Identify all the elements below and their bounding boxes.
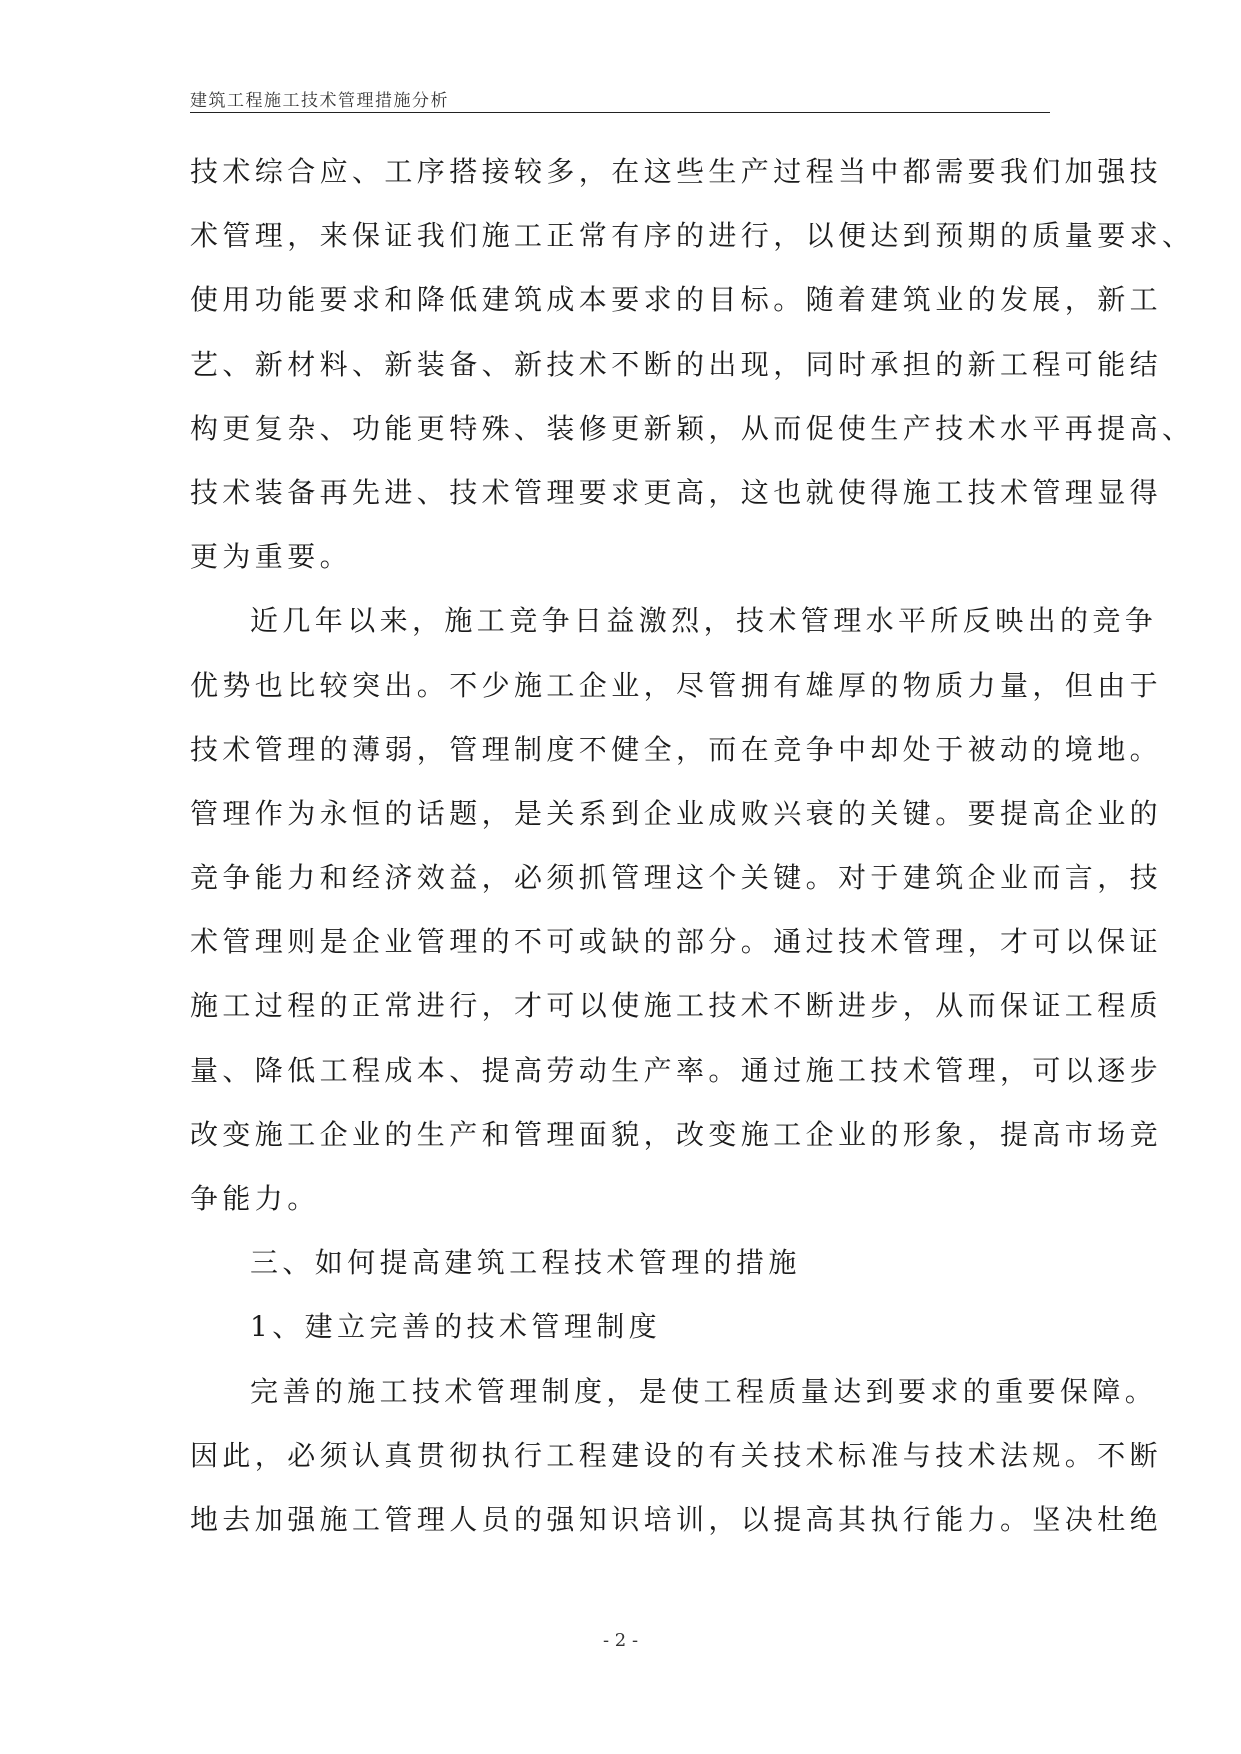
text-line: 地去加强施工管理人员的强知识培训，以提高其执行能力。坚决杜绝 bbox=[190, 1502, 1163, 1536]
text-line: 技术装备再先进、技术管理要求更高，这也就使得施工技术管理显得 bbox=[190, 475, 1163, 509]
text-line: 竞争能力和经济效益，必须抓管理这个关键。对于建筑企业而言，技 bbox=[190, 861, 1163, 895]
subsection-heading: 1、建立完善的技术管理制度 bbox=[250, 1310, 662, 1344]
paragraph-first-line: 完善的施工技术管理制度，是使工程质量达到要求的重要保障。 bbox=[250, 1374, 1158, 1408]
body-text bbox=[190, 140, 1195, 1552]
text-line: 施工过程的正常进行，才可以使施工技术不断进步，从而保证工程质 bbox=[190, 989, 1163, 1023]
text-line: 术管理则是企业管理的不可或缺的部分。通过技术管理，才可以保证 bbox=[190, 925, 1163, 959]
text-line: 更为重要。 bbox=[190, 540, 353, 574]
header-title: 建筑工程施工技术管理措施分析 bbox=[190, 91, 449, 111]
text-line: 艺、新材料、新装备、新技术不断的出现，同时承担的新工程可能结 bbox=[190, 347, 1163, 381]
text-line: 技术管理的薄弱，管理制度不健全，而在竞争中却处于被动的境地。 bbox=[190, 732, 1163, 766]
text-line: 优势也比较突出。不少施工企业，尽管拥有雄厚的物质力量，但由于 bbox=[190, 668, 1163, 702]
text-line: 技术综合应、工序搭接较多，在这些生产过程当中都需要我们加强技 bbox=[190, 155, 1163, 188]
running-header bbox=[190, 86, 1050, 113]
text-line: 量、降低工程成本、提高劳动生产率。通过施工技术管理，可以逐步 bbox=[190, 1053, 1163, 1087]
section-heading: 三、如何提高建筑工程技术管理的措施 bbox=[250, 1246, 801, 1280]
text-line: 使用功能要求和降低建筑成本要求的目标。随着建筑业的发展，新工 bbox=[190, 283, 1163, 317]
page-number: - 2 - bbox=[602, 1630, 639, 1651]
text-line: 管理作为永恒的话题，是关系到企业成败兴衰的关键。要提高企业的 bbox=[190, 796, 1163, 830]
text-line: 改变施工企业的生产和管理面貌，改变施工企业的形象，提高市场竞 bbox=[190, 1117, 1163, 1151]
paragraph-first-line: 近几年以来，施工竞争日益激烈，技术管理水平所反映出的竞争 bbox=[250, 604, 1158, 638]
text-line: 争能力。 bbox=[190, 1182, 320, 1215]
text-line: 构更复杂、功能更特殊、装修更新颖，从而促使生产技术水平再提高、 bbox=[190, 411, 1195, 445]
text-line: 术管理，来保证我们施工正常有序的进行，以便达到预期的质量要求、 bbox=[190, 219, 1195, 253]
text-line: 因此，必须认真贯彻执行工程建设的有关技术标准与技术法规。不断 bbox=[190, 1438, 1163, 1472]
